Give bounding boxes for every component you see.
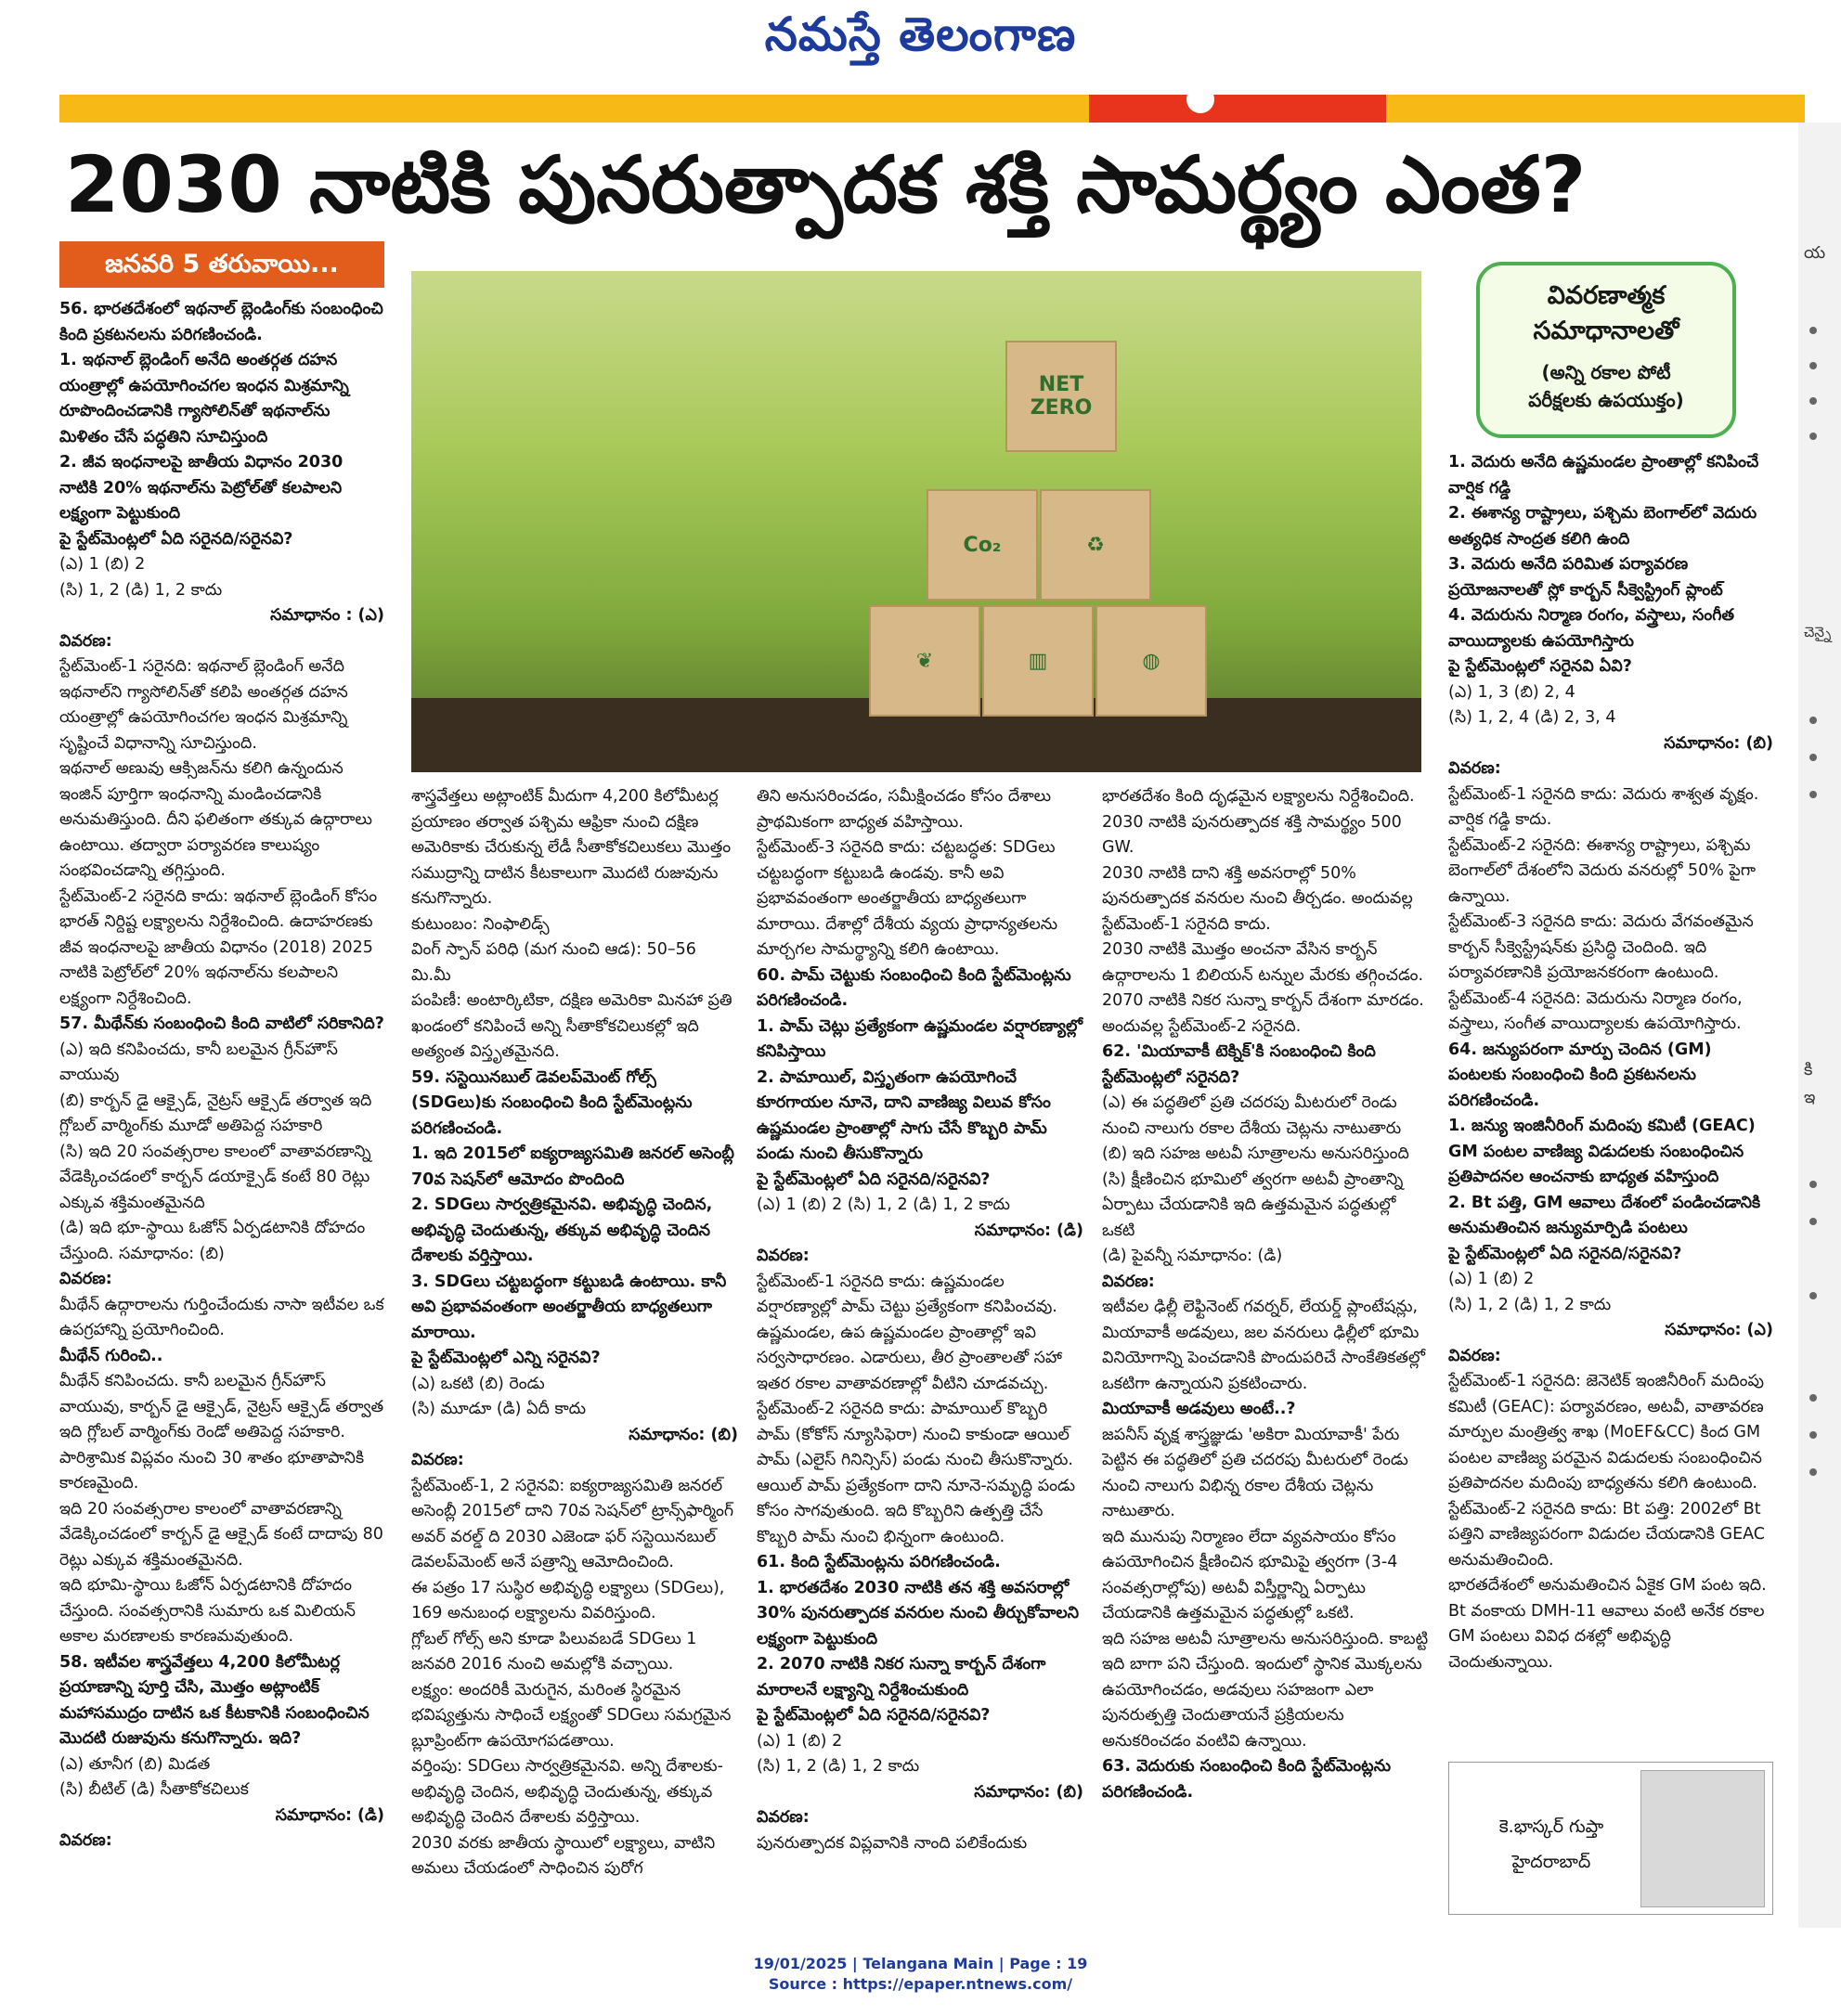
paragraph: సమాధానం : (ఎ) [270, 606, 384, 625]
badge-line2: సమాధానాలతో [1533, 317, 1679, 345]
paragraph: (ఎ) ఒకటి (బి) రెండు [411, 1374, 545, 1393]
paragraph: (ఎ) ఇది కనిపించదు, కానీ బలమైన గ్రీన్‌హౌస్ వాయువు [59, 1040, 338, 1084]
paragraph: వివరణ: [1448, 1346, 1501, 1365]
column-5 [1448, 450, 1773, 1740]
paragraph: స్టేట్‌మెంట్-1, 2 సరైనవి: ఐక్యరాజ్యసమితి జనరల్ అసెంబ్లీ 2015లో దాని 70వ సెషన్‌లో ట్రాన్స్‌ఫార్మింగ్ అవర్ వరల్డ్ ది 2030 ఎజెండా ఫర్ సస్టెయినబుల్ డెవలప్‌మెంట్ అనే పత్రాన్ని ఆమోదించింది. [411, 1476, 734, 1571]
paragraph: (ఎ) 1 (బి) 2 [1448, 1270, 1535, 1288]
paragraph: స్టేట్‌మెంట్-1 సరైనది: జెనెటిక్ ఇంజినీరింగ్ మదింపు కమిటీ (GEAC): పర్యావరణం, అటవీ, వాతావరణ మార్పుల మంత్రిత్వ శాఖ (MoEF&CC) కింద GM పంటల వాణిజ్య పరమైన విడుదలకు సంబంధించిన ప్రతిపాదనల మదింపు బాధ్యతను కలిగి ఉంటుంది. [1448, 1372, 1764, 1493]
paragraph: 2. పామాయిల్, విస్తృతంగా ఉపయోగించే కూరగాయల నూనె, దాని వాణిజ్య విలువ కోసం ఉష్ణమండల ప్రాంతాల్లో సాగు చేసే కొబ్బరి పామ్ పండు నుంచి తీసుకొన్నారు [757, 1067, 1051, 1163]
color-band-dot [1186, 85, 1214, 113]
paragraph: (బి) కార్బన్ డై ఆక్సైడ్, నైట్రస్ ఆక్సైడ్ తర్వాత ఇది గ్లోబల్ వార్మింగ్‌కు మూడో అతిపెద్ద సహకారి [59, 1091, 372, 1135]
paragraph: వివరణ: [757, 1247, 810, 1265]
rail-bullet [1809, 1292, 1817, 1299]
paragraph: (ఎ) 1, 3 (బి) 2, 4 [1448, 682, 1575, 702]
paragraph: పై స్టేట్‌మెంట్లలో ఎన్ని సరైనవి? [411, 1349, 601, 1367]
paragraph: స్టేట్‌మెంట్-1 సరైనది కాదు: వెదురు శాశ్వత వృక్షం. వార్షిక గడ్డి కాదు. [1448, 784, 1759, 829]
rail-bullet [1809, 1218, 1817, 1225]
paragraph: (ఎ) 1 (బి) 2 (సి) 1, 2 (డి) 1, 2 కాదు [757, 1195, 1010, 1214]
paragraph: పై స్టేట్‌మెంట్లలో ఏది సరైనది/సరైనవి? [757, 1706, 991, 1725]
paragraph: 2030 నాటికి పునరుత్పాదక శక్తి సామర్థ్యం 500 GW. [1102, 812, 1402, 857]
paragraph: (సి) మూడూ (డి) ఏదీ కాదు [411, 1400, 587, 1418]
paragraph: భారతదేశంలో అనుమతించిన ఏకైక GM పంట ఇది. [1448, 1576, 1767, 1595]
paragraph: కుటుంబం: నింఫాలిడ్స్ [411, 914, 550, 934]
paragraph: 56. భారతదేశంలో ఇథనాల్ బ్లెండింగ్‌కు సంబంధించి కింది ప్రకటనలను పరిగణించండి. [59, 300, 383, 344]
paragraph: 1. భారతదేశం 2030 నాటికి తన శక్తి అవసరాల్లో 30% పునరుత్పాదక వనరుల నుంచి తీర్చుకోవాలని లక్ష్యంగా పెట్టుకుంది [757, 1578, 1080, 1648]
column-4 [1102, 784, 1429, 1926]
rail-bullet [1809, 717, 1817, 724]
paragraph: సమాధానం: (డి) [275, 1805, 384, 1825]
footer-date: 19/01/2025 | Telangana Main | Page : 19 [753, 1955, 1088, 1972]
paragraph: 3. వెదురు అనేది పరిమిత పర్యావరణ ప్రయోజనాలతో స్లో కార్బన్ సీక్వెస్ట్రింగ్ ప్లాంట్ [1448, 555, 1723, 600]
paragraph: 59. సస్టెయినబుల్ డెవలప్‌మెంట్ గోల్స్ (SDGలు)కు సంబంధించి కింది స్టేట్‌మెంట్లను పరిగణించండి. [411, 1067, 693, 1138]
paragraph: పై స్టేట్‌మెంట్లలో ఏది సరైనది/సరైనవి? [1448, 1244, 1682, 1263]
footer-source: Source : https://epaper.ntnews.com/ [768, 1975, 1073, 1993]
co2-cube [927, 489, 1038, 601]
paragraph: స్టేట్‌మెంట్-2 సరైనది కాదు: Bt పత్తి: 2002లో Bt పత్తిని వాణిజ్యపరంగా విడుదల చేయడానికి GEAC అనుమతించింది. [1448, 1499, 1766, 1570]
paragraph: (ఎ) 1 (బి) 2 [757, 1731, 843, 1751]
paragraph: (సి) క్షీణించిన భూమిలో త్వరగా అటవీ ప్రాంతాన్ని ఏర్పాటు చేయడానికి ఇది ఉత్తమమైన పద్ధతుల్లో ఒకటి [1102, 1170, 1404, 1240]
co2-label: Co₂ [963, 533, 1002, 557]
rail-bullet [1809, 754, 1817, 761]
series-badge [1476, 262, 1736, 438]
paragraph: ఇది సహజ అటవీ సూత్రాలను అనుసరిస్తుంది. కాబట్టి ఇది బాగా పని చేస్తుంది. ఇందులో స్థానిక మొక్కలను ఉపయోగించడం, అడవులు సహజంగా ఎలా పునరుత్పత్తి చెందుతాయనే ప్రక్రియలను అనుకరించడం వంటివి ఉన్నాయి. [1102, 1629, 1429, 1751]
net-zero-label: NET ZERO [1030, 373, 1093, 420]
paragraph: మీథేన్ గురించి.. [59, 1346, 163, 1365]
paragraph: వివరణ: [757, 1808, 810, 1827]
globe-icon: ◍ [1096, 605, 1207, 717]
paragraph: శాస్త్రవేత్తలు అట్లాంటిక్ మీదుగా 4,200 కిలోమీటర్ల ప్రయాణం తర్వాత పశ్చిమ ఆఫ్రికా నుంచి దక్షిణ అమెరికాకు చేరుకున్న లేడీ సీతాకోకచిలుకలు మొత్తం సముద్రాన్ని దాటిన కీటకాలుగా మొదటి రుజువును కనుగొన్నారు. [411, 787, 732, 908]
paragraph: 1. వెదురు అనేది ఉష్ణమండల ప్రాంతాల్లో కనిపించే వార్షిక గడ్డి [1448, 453, 1759, 498]
paragraph: ఇది 20 సంవత్సరాల కాలంలో వాతావరణాన్ని వేడెక్కించడంలో కార్బన్ డై ఆక్సైడ్ కంటే దాదాపు 80 రెట్లు ఎక్కువ శక్తిమంతమైనది. [59, 1499, 383, 1570]
column-2 [411, 784, 738, 1926]
rail-bullet [1809, 1431, 1817, 1439]
paragraph: గ్లోబల్ గోల్స్ అని కూడా పిలువబడే SDGలు 1 జనవరి 2016 నుంచి అమల్లోకి వచ్చాయి. [411, 1629, 697, 1674]
paragraph: 2. జీవ ఇంధనాలపై జాతీయ విధానం 2030 నాటికి 20% ఇథనాల్‌ను పెట్రోల్‌తో కలపాలని లక్ష్యంగా పెట్టుకుంది [59, 453, 344, 523]
paragraph: వింగ్ స్పాన్ పరిధి (మగ నుంచి ఆడ): 50–56 మి.మీ [411, 940, 696, 985]
paragraph: 2030 నాటికి మొత్తం అంచనా వేసిన కార్బన్ ఉద్గారాలను 1 బిలియన్ టన్నుల మేరకు తగ్గించడం. [1102, 940, 1424, 985]
paragraph: వివరణ: [411, 1451, 464, 1469]
rail-bullet [1809, 1468, 1817, 1476]
paragraph: 64. జన్యుపరంగా మార్పు చెందిన (GM) పంటలకు సంబంధించి కింది ప్రకటనలను పరిగణించండి. [1448, 1040, 1712, 1110]
rail-letter-mid: చెన్నై [1804, 624, 1832, 640]
paragraph: మీథేన్ ఉద్గారాలను గుర్తించేందుకు నాసా ఇటీవల ఒక ఉపగ్రహాన్ని ప్రయోగించింది. [59, 1295, 384, 1339]
author-name: కె.భాస్కర్ గుప్తా [1498, 1816, 1604, 1837]
rail-bullet [1809, 1394, 1817, 1402]
paragraph: (ఎ) 1 (బి) 2 [59, 555, 146, 574]
rail-bullet [1809, 791, 1817, 798]
headline: 2030 నాటికి పునరుత్పాదక శక్తి సామర్థ్యం ఎంత? [65, 139, 1587, 230]
paragraph: భారతదేశం కింది దృఢమైన లక్ష్యాలను నిర్దేశించింది. [1102, 787, 1415, 806]
paragraph: Bt వంకాయ DMH-11 ఆవాలు వంటి అనేక రకాల GM పంటలు వివిధ దశల్లో అభివృద్ధి చెందుతున్నాయి. [1448, 1601, 1765, 1672]
paragraph: (ఎ) తూనీగ (బి) మిడత [59, 1754, 211, 1774]
paragraph: 61. కింది స్టేట్‌మెంట్లను పరిగణించండి. [757, 1553, 1001, 1571]
author-box [1448, 1762, 1773, 1915]
paragraph: సమాధానం: (బి) [974, 1782, 1083, 1802]
paragraph: 4. వెదురును నిర్మాణ రంగం, వస్త్రాలు, సంగీత వాయిద్యాలకు ఉపయోగిస్తారు [1448, 606, 1735, 651]
paragraph: జపనీస్ వృక్ష శాస్త్రజ్ఞుడు 'అకిరా మియావాకీ' పేరు పెట్టిన ఈ పద్ధతిలో ప్రతి చదరపు మీటరులో రెండు నుంచి నాలుగు విభిన్న రకాల దేశీయ చెట్లను నాటుతారు. [1102, 1425, 1408, 1520]
paragraph: 2030 నాటికి దాని శక్తి అవసరాల్లో 50% పునరుత్పాదక వనరుల నుంచి తీర్చడం. అందువల్ల స్టేట్‌మెంట్-1 సరైనది కాదు. [1102, 863, 1413, 934]
rail-bullet [1809, 1181, 1817, 1188]
paragraph: (డి) పైవన్నీ సమాధానం: (డి) [1102, 1247, 1283, 1265]
paragraph: వివరణ: [59, 1270, 112, 1288]
paragraph: లక్ష్యం: అందరికీ మెరుగైన, మరింత స్థిరమైన భవిష్యత్తును సాధించే లక్ష్యంతో SDGలు సమగ్రమైన బ్లూప్రింట్‌గా ఉపయోగపడతాయి. [411, 1680, 732, 1751]
paragraph: (సి) 1, 2 (డి) 1, 2 కాదు [1448, 1295, 1612, 1314]
paragraph: ఇది భూమి-స్థాయి ఓజోన్ ఏర్పడటానికి దోహదం చేస్తుంది. సంవత్సరానికి సుమారు ఒక మిలియన్ అకాల మరణాలకు కారణమవుతుంది. [59, 1576, 356, 1646]
rail-letter-k: కి [1804, 1060, 1813, 1079]
paragraph: పునరుత్పాదక విప్లవానికి నాంది పలికేందుకు [757, 1833, 1028, 1853]
paragraph: 57. మీథేన్‌కు సంబంధించి కింది వాటిలో సరికానిది? [59, 1014, 384, 1033]
paragraph: 62. 'మియావాకీ టెక్నిక్'కి సంబంధించి కింది స్టేట్‌మెంట్లలో సరైనది? [1102, 1042, 1376, 1087]
paragraph: పంపిణీ: అంటార్కిటికా, దక్షిణ అమెరికా మినహా ప్రతి ఖండంలో కనిపించే అన్ని సీతాకోకచిలుకల్లో ఇది అత్యంత విస్తృతమైనది. [411, 991, 733, 1061]
paragraph: తిని అనుసరించడం, సమీక్షించడం కోసం దేశాలు ప్రాథమికంగా బాధ్యత వహిస్తాయి. [757, 787, 1052, 832]
paragraph: ఈ పత్రం 17 సుస్థిర అభివృద్ధి లక్ష్యాలు (SDGలు), 169 అనుబంధ లక్ష్యాలను వివరిస్తుంది. [411, 1578, 725, 1622]
paragraph: (సి) బీటిల్ (డి) సీతాకోకచిలుక [59, 1780, 249, 1799]
net-zero-photo [411, 271, 1421, 772]
paragraph: (సి) 1, 2, 4 (డి) 2, 3, 4 [1448, 708, 1616, 727]
paragraph: పై స్టేట్‌మెంట్లలో ఏది సరైనది/సరైనవి? [59, 529, 293, 549]
paragraph: (సి) 1, 2 (డి) 1, 2 కాదు [757, 1757, 920, 1776]
badge-line4: పరీక్షలకు ఉపయుక్తం) [1528, 389, 1684, 411]
rail-bullet [1809, 433, 1817, 440]
rail-bullet [1809, 362, 1817, 369]
paragraph: వర్తింపు: SDGలు సార్వత్రికమైనవి. అన్ని దేశాలకు-అభివృద్ధి చెందిన, అభివృద్ధి చెందుతున్న, తక్కువ అభివృద్ధి చెందిన దేశాలకు వర్తిస్తాయి. [411, 1757, 723, 1827]
factory-icon: ▥ [982, 605, 1094, 717]
newspaper-logo: నమస్తే తెలంగాణ [764, 7, 1077, 61]
paragraph: వివరణ: [59, 1831, 112, 1850]
rail-letter-i: ఇ [1804, 1088, 1816, 1107]
paragraph: పై స్టేట్‌మెంట్లలో ఏది సరైనది/సరైనవి? [757, 1170, 991, 1189]
recycle-icon: ♻ [1040, 489, 1151, 601]
adjacent-page-strip [1798, 123, 1841, 1928]
paragraph: వివరణ: [1102, 1272, 1155, 1291]
paragraph: 2. Bt పత్తి, GM ఆవాలు దేశంలో పండించడానికి అనుమతించిన జన్యుమార్పిడి పంటలు [1448, 1193, 1761, 1237]
author-place: హైదరాబాద్ [1511, 1852, 1591, 1872]
column-1 [59, 297, 384, 1931]
paragraph: మియావాకీ అడవులు అంటే..? [1102, 1400, 1296, 1418]
paragraph: ఇథనాల్ అణువు ఆక్సిజన్‌ను కలిగి ఉన్నందున ఇంజిన్ పూర్తిగా ఇంధనాన్ని మండించడానికి అనుమతిస్తుంది. దీని ఫలితంగా తక్కువ ఉద్గారాలు ఉంటాయి. తద్వారా పర్యావరణ కాలుష్యం సంభవించడాన్ని తగ్గిస్తుంది. [59, 759, 372, 880]
paragraph: 1. జన్యు ఇంజినీరింగ్ మదింపు కమిటీ (GEAC) GM పంటల వాణిజ్య విడుదలకు సంబంధించిన ప్రతిపాదనల ఆంచనాకు బాధ్యత వహిస్తుంది [1448, 1117, 1756, 1186]
rail-bullet [1809, 397, 1817, 405]
paragraph: స్టేట్‌మెంట్-2 సరైనది కాదు: పామాయిల్ కొబ్బరి పామ్ (కోకోస్ న్యూసిఫెరా) నుంచి కాకుండా ఆయిల్ పామ్ (ఎలైస్ గినిన్సిస్) పండు నుంచి తీసుకొన్నారు. ఆయిల్ పామ్ ప్రత్యేకంగా దాని నూనె-సమృద్ధి పండు కోసం సాగవుతుంది. ఇది కొబ్బరిని ఉత్పత్తి చేసే కొబ్బరి పామ్ నుంచి భిన్నంగా ఉంటుంది. [757, 1400, 1076, 1546]
page-footer [0, 1954, 1841, 1995]
paragraph: (సి) 1, 2 (డి) 1, 2 కాదు [59, 580, 223, 600]
paragraph: పై స్టేట్‌మెంట్లలో సరైనవి ఏవి? [1448, 657, 1632, 676]
paragraph: వివరణ: [59, 631, 112, 651]
paragraph: (సి) ఇది 20 సంవత్సరాల కాలంలో వాతావరణాన్ని వేడెక్కించడంలో కార్బన్ డయాక్సైడ్ కంటే 80 రెట్లు ఎక్కువ శక్తిమంతమైనది [59, 1142, 371, 1212]
paragraph: 2. 2070 నాటికి నికర సున్నా కార్బన్ దేశంగా మారాలనే లక్ష్యాన్ని నిర్దేశించుకుంది [757, 1655, 1046, 1699]
continued-kicker: జనవరి 5 తరువాయి... [59, 241, 384, 288]
paragraph: 2070 నాటికి నికర సున్నా కార్బన్ దేశంగా మారడం. అందువల్ల స్టేట్‌మెంట్-2 సరైనది. [1102, 991, 1424, 1036]
paragraph: సమాధానం: (ఎ) [1665, 1321, 1773, 1339]
paragraph: సమాధానం: (డి) [974, 1221, 1083, 1240]
rail-letter-top: య [1804, 243, 1826, 263]
paragraph: 3. SDGలు చట్టబద్ధంగా కట్టుబడి ఉంటాయి. కానీ అవి ప్రభావవంతంగా అంతర్జాతీయ బాధ్యతలుగా మారాయి. [411, 1272, 727, 1342]
paragraph: వివరణ: [1448, 759, 1501, 778]
paragraph: ఇటీవల ఢిల్లీ లెఫ్టినెంట్ గవర్నర్, లేయర్డ్ ప్లాంటేషన్లు, మియావాకీ అడవులు, జల వనరులు ఢిల్లీలో భూమి వినియోగాన్ని పెంచడానికి పొందుపరిచే సాంకేతికతల్లో ఒకటిగా ఉన్నాయని ప్రకటించారు. [1102, 1298, 1426, 1393]
net-zero-cube [1005, 341, 1117, 452]
paragraph: 1. పామ్ చెట్లు ప్రత్యేకంగా ఉష్ణమండల వర్షారణ్యాల్లో కనిపిస్తాయి [757, 1016, 1083, 1061]
paragraph: (ఎ) ఈ పద్ధతిలో ప్రతి చదరపు మీటరులో రెండు నుంచి నాలుగు రకాల దేశీయ చెట్లను నాటుతారు [1102, 1093, 1402, 1138]
rail-bullet [1809, 327, 1817, 334]
paragraph: 1. ఇది 2015లో ఐక్యరాజ్యసమితి జనరల్ అసెంబ్లీ 70వ సెషన్‌లో ఆమోదం పొందింది [411, 1144, 734, 1189]
author-photo [1640, 1770, 1765, 1907]
paragraph: స్టేట్‌మెంట్-3 సరైనది కాదు: వెదురు వేగవంతమైన కార్బన్ సీక్వెస్ట్రేషన్‌కు ప్రసిద్ధి చెందింది. ఇది పర్యావరణానికి ప్రయోజనకరంగా ఉంటుంది. [1448, 912, 1754, 982]
column-3 [757, 784, 1083, 1926]
masthead [0, 0, 1841, 72]
badge-line3: (అన్ని రకాల పోటీ [1541, 361, 1671, 383]
paragraph: స్టేట్‌మెంట్-2 సరైనది: ఈశాన్య రాష్ట్రాలు, పశ్చిమ బెంగాల్‌లో దేశంలోని వెదురు వనరుల్లో 50% పైగా ఉన్నాయి. [1448, 835, 1756, 906]
paragraph: స్టేట్‌మెంట్-1 సరైనది: ఇథనాల్ బ్లెండింగ్ అనేది ఇథనాల్‌ని గ్యాసోలిన్‌తో కలిపి అంతర్గత దహన యంత్రాల్లో ఉపయోగించగల ఇంధన మిశ్రమాన్ని సృష్టించే విధానాన్ని సూచిస్తుంది. [59, 657, 348, 753]
plant-hand-icon: ❦ [869, 605, 980, 717]
paragraph: 2030 వరకు జాతీయ స్థాయిలో లక్ష్యాలు, వాటిని అమలు చేయడంలో సాధించిన పురోగ [411, 1833, 716, 1878]
paragraph: 63. వెదురుకు సంబంధించి కింది స్టేట్‌మెంట్లను పరిగణించండి. [1102, 1757, 1392, 1802]
paragraph: స్టేట్‌మెంట్-4 సరైనది: వెదురును నిర్మాణ రంగం, వస్త్రాలు, సంగీత వాయిద్యాలకు ఉపయోగిస్తారు. [1448, 989, 1743, 1033]
color-band [59, 95, 1805, 123]
paragraph: 58. ఇటీవల శాస్త్రవేత్తలు 4,200 కిలోమీటర్ల ప్రయాణాన్ని పూర్తి చేసి, మొత్తం అట్లాంటిక్ మహాసముద్రం దాటిన ఒక కీటకానికి సంబంధించిన మొదటి రుజువును కనుగొన్నారు. ఇది? [59, 1652, 369, 1748]
paragraph: స్టేట్‌మెంట్-2 సరైనది కాదు: ఇథనాల్ బ్లెండింగ్ కోసం భారత్ నిర్దిష్ట లక్ష్యాలను నిర్దేశించింది. ఉదాహరణకు జీవ ఇంధనాలపై జాతీయ విధానం (2018) 2025 నాటికి పెట్రోల్‌లో 20% ఇథనాల్‌ను కలపాలని లక్ష్యంగా నిర్దేశించింది. [59, 886, 378, 1008]
paragraph: (బి) ఇది సహజ అటవీ సూత్రాలను అనుసరిస్తుంది [1102, 1144, 1409, 1163]
paragraph: స్టేట్‌మెంట్-3 సరైనది కాదు: చట్టబద్ధత: SDGలు చట్టబద్ధంగా కట్టుబడి ఉండవు. కానీ అవి ప్రభావవంతంగా అంతర్జాతీయ బాధ్యతలుగా మారాయి. దేశాల్లో దేశీయ వ్యయ ప్రాధాన్యతలను మార్చగల సామర్థ్యాన్ని కలిగి ఉంటాయి. [757, 838, 1058, 959]
paragraph: 2. SDGలు సార్వత్రికమైనవి. అభివృద్ధి చెందిన, అభివృద్ధి చెందుతున్న, తక్కువ అభివృద్ధి చెందిన దేశాలకు వర్తిస్తాయి. [411, 1195, 713, 1265]
paragraph: (డి) ఇది భూ-స్థాయి ఓజోన్ ఏర్పడటానికి దోహదం చేస్తుంది. సమాధానం: (బి) [59, 1219, 366, 1263]
paragraph: 60. పామ్ చెట్టుకు సంబంధించి కింది స్టేట్‌మెంట్లను పరిగణించండి. [757, 965, 1071, 1010]
badge-line1: వివరణాత్మక [1547, 281, 1666, 310]
paragraph: స్టేట్‌మెంట్-1 సరైనది కాదు: ఉష్ణమండల వర్షారణ్యాల్లో పామ్ చెట్టు ప్రత్యేకంగా కనిపించవు. ఉష్ణమండల, ఉప ఉష్ణమండల ప్రాంతాల్లో ఇవి సర్వసాధారణం. ఎడారులు, తీర ప్రాంతాలతో సహా ఇతర రకాల వాతావరణాల్లో వీటిని చూడవచ్చు. [757, 1272, 1062, 1393]
paragraph: ఇది మునుపు నిర్మాణం లేదా వ్యవసాయం కోసం ఉపయోగించిన క్షీణించిన భూమిపై త్వరగా (3-4 సంవత్సరాల్లోపు) అటవీ విస్తీర్ణాన్ని ఏర్పాటు చేయడానికి ఉత్తమమైన పద్ధతుల్లో ఒకటి. [1102, 1527, 1398, 1622]
paragraph: సమాధానం: (బి) [629, 1425, 738, 1444]
paragraph: సమాధానం: (బి) [1664, 733, 1773, 753]
paragraph: 2. ఈశాన్య రాష్ట్రాలు, పశ్చిమ బెంగాల్‌లో వెదురు అత్యధిక సాంద్రత కలిగి ఉంది [1448, 504, 1757, 549]
paragraph: మీథేన్ కనిపించదు. కానీ బలమైన గ్రీన్‌హౌస్ వాయువు, కార్బన్ డై ఆక్సైడ్, నైట్రస్ ఆక్సైడ్ తర్వాత ఇది గ్లోబల్ వార్మింగ్‌కు రెండో అతిపెద్ద సహకారి. పారిశ్రామిక విప్లవం నుంచి 30 శాతం భూతాపానికి కారణమైంది. [59, 1372, 384, 1493]
paragraph: 1. ఇథనాల్ బ్లెండింగ్ అనేది అంతర్గత దహన యంత్రాల్లో ఉపయోగించగల ఇంధన మిశ్రమాన్ని రూపొందించడానికి గ్యాసోలిన్‌తో ఇథనాల్‌ను మిళితం చేసే పద్ధతిని సూచిస్తుంది [59, 351, 349, 446]
